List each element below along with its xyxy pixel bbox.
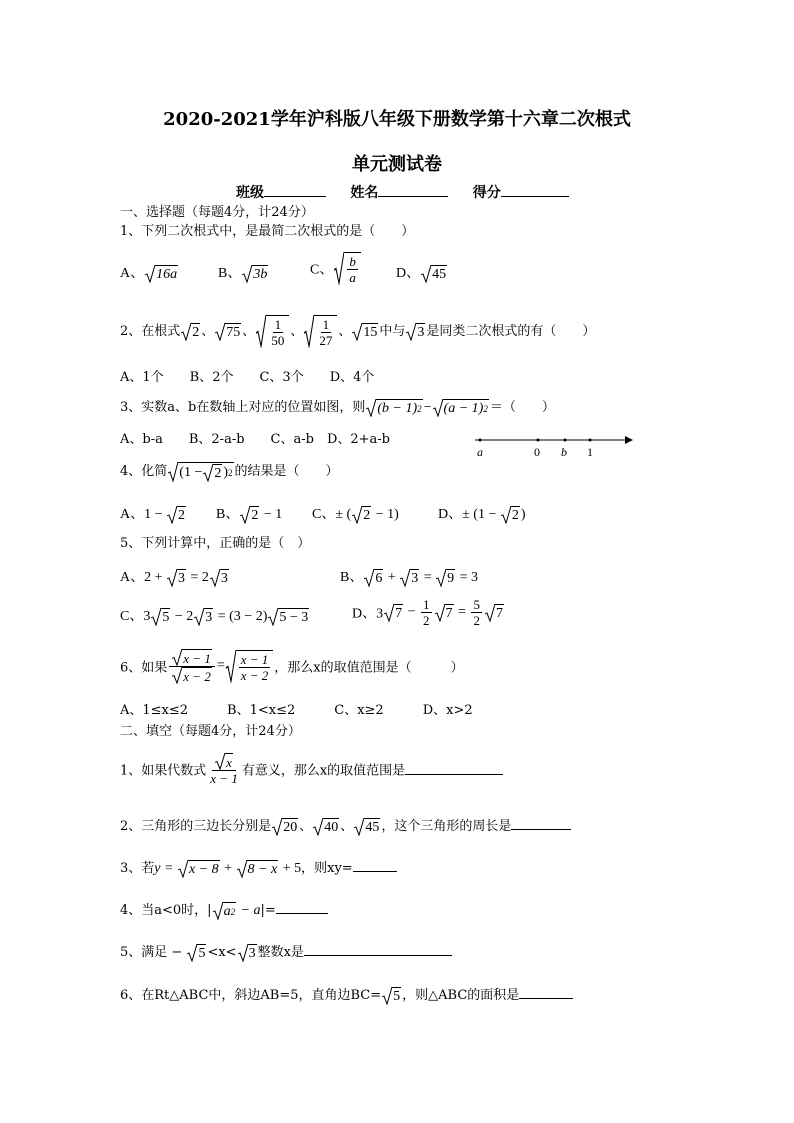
q1-option-b: B、 3b bbox=[218, 266, 268, 282]
q1-option-c: C、 b a bbox=[310, 252, 362, 285]
point-0 bbox=[537, 439, 540, 442]
class-label: 班级 bbox=[236, 185, 264, 201]
q4-option-b: B、 2 − 1 bbox=[216, 507, 283, 523]
label-b: b bbox=[561, 445, 567, 459]
q5-option-b: B、 6 + 3 = 9 = 3 bbox=[340, 570, 479, 586]
q3-stem: 3、实数a、b在数轴上对应的位置如图，则 (b − 1) 2 − (a − 1) 2 ＝（ ） bbox=[120, 400, 555, 416]
exam-subtitle: 单元测试卷 bbox=[352, 154, 442, 175]
q4-option-c: C、± ( 2 − 1) bbox=[312, 507, 399, 523]
fill-q1-blank[interactable] bbox=[405, 762, 503, 775]
number-line-arrow bbox=[625, 436, 633, 444]
q4-option-a: A、1 − 2 bbox=[120, 507, 186, 523]
q5-option-a: A、2 + 3 = 2 3 bbox=[120, 570, 228, 586]
label-1: 1 bbox=[587, 445, 593, 459]
q5-option-c: C、3 5 − 2 3 = (3 − 2) 5 − 3 bbox=[120, 609, 309, 625]
point-b bbox=[564, 439, 567, 442]
q4-stem: 4、化简 (1 − 2 ) 2 的结果是（ ） bbox=[120, 460, 339, 482]
score-label: 得分 bbox=[472, 185, 501, 201]
fill-q2-blank[interactable] bbox=[511, 817, 571, 830]
q1-stem: 1、下列二次根式中，是最简二次根式的是（ ） bbox=[120, 224, 415, 239]
q6-stem: 6、如果 $\frac{x - 1}{x - 2}$ = x − 1 x − 2 ，那么x的取值范围是（ ） bbox=[120, 648, 464, 684]
label-a: a bbox=[477, 445, 483, 459]
fill-q3-blank[interactable] bbox=[353, 859, 397, 872]
label-0: 0 bbox=[534, 445, 540, 459]
name-blank[interactable] bbox=[378, 184, 448, 197]
fill-q3: 3、若y = x − 8 + 8 − x + 5，则xy= bbox=[120, 857, 397, 878]
fill-q6: 6、在Rt△ABC中，斜边AB=5，直角边BC= 5 ，则△ABC的面积是 bbox=[120, 984, 573, 1005]
number-line-figure bbox=[470, 430, 635, 460]
fill-q5-blank[interactable] bbox=[304, 943, 452, 956]
q5-stem: 5、下列计算中，正确的是（ ） bbox=[120, 536, 311, 551]
point-1 bbox=[589, 439, 592, 442]
q2-options: A、1个 B、2个 C、3个 D、4个 bbox=[120, 370, 375, 385]
section1-heading: 一、选择题（每题4分，计24分） bbox=[120, 205, 314, 220]
fill-q6-blank[interactable] bbox=[519, 986, 573, 999]
fill-q2: 2、三角形的三边长分别是 20 、 40 、 45 ，这个三角形的周长是 bbox=[120, 815, 571, 836]
q2-stem: 2、在根式 2 、 75 、 1 50 、 1 27 、 15 中与 3 是同类二次根式的有（ ） bbox=[120, 317, 596, 348]
point-a bbox=[479, 439, 482, 442]
q5-option-d: D、3 7 − $\frac{1}{2}$ 7 = $\frac{5}{2}$ 7 bbox=[352, 597, 503, 628]
fill-q4: 4、当a<0时，| a 2 − a|= bbox=[120, 899, 328, 920]
score-blank[interactable] bbox=[501, 184, 569, 197]
fill-q5: 5、满足 − 5 <x< 3 整数x是 bbox=[120, 941, 452, 962]
exam-title: 2020-2021学年沪科版八年级下册数学第十六章二次根式 bbox=[163, 109, 631, 130]
fill-q1: 1、如果代数式 $\frac{x}{x - 1}$ 有意义，那么x的取值范围是 bbox=[120, 752, 503, 786]
section2-heading: 二、填空（每题4分，计24分） bbox=[120, 724, 301, 739]
fill-q4-blank[interactable] bbox=[276, 901, 328, 914]
q4-option-d: D、± (1 − 2 ) bbox=[438, 507, 526, 523]
q3-options: A、b-a B、2-a-b C、a-b D、2+a-b bbox=[120, 432, 390, 447]
q1-option-d: D、 45 bbox=[396, 266, 447, 282]
info-row bbox=[236, 182, 569, 202]
q6-options: A、1≤x≤2 B、1<x≤2 C、x≥2 D、x>2 bbox=[120, 703, 473, 718]
class-blank[interactable] bbox=[264, 184, 326, 197]
q1-option-a: A、 16a bbox=[120, 266, 178, 282]
name-label: 姓名 bbox=[350, 185, 379, 201]
